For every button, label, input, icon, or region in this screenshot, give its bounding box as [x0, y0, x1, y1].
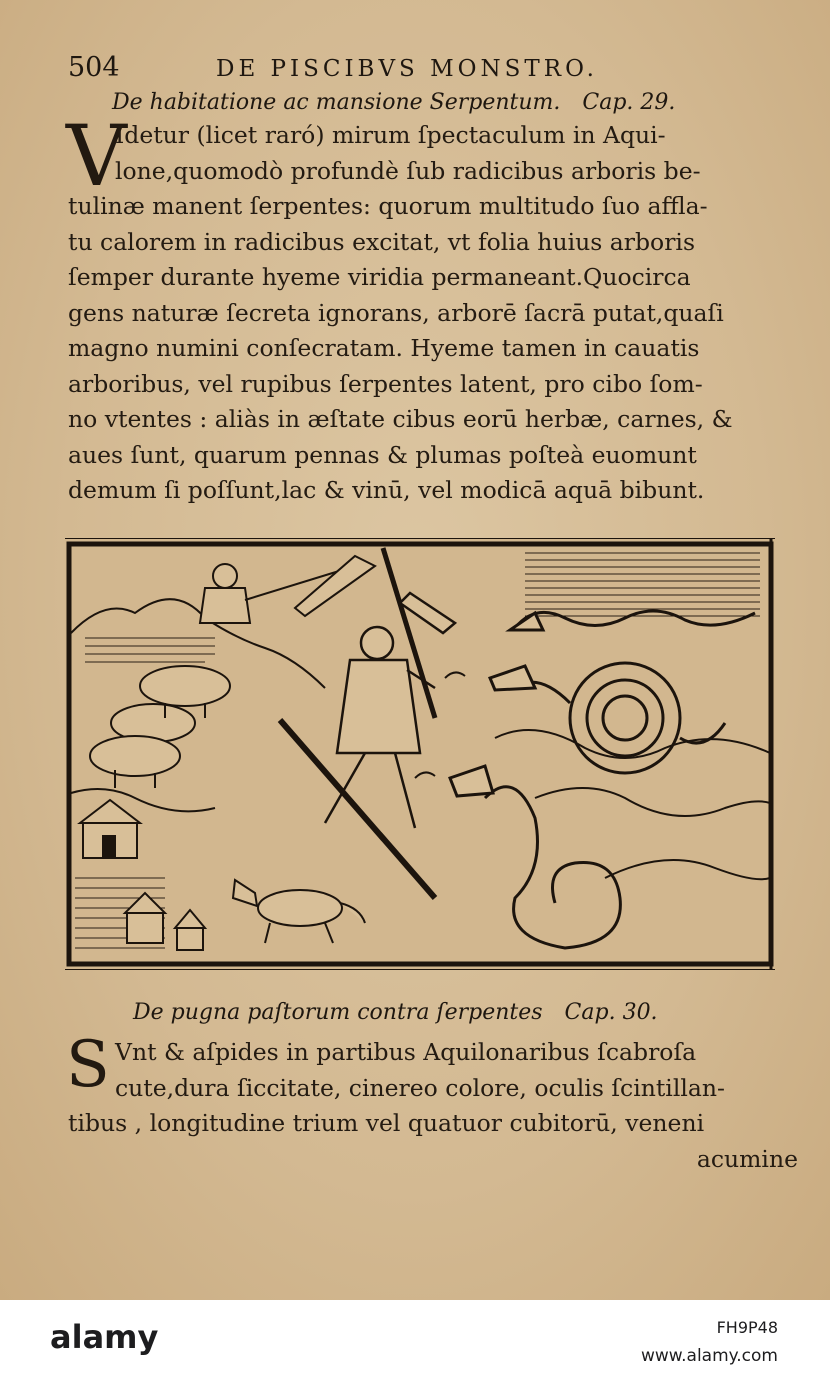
stock-image-id: FH9P48 — [716, 1318, 778, 1337]
text-line: gens naturæ ſecreta ignorans, arborē ſacrā putat,quaſi — [68, 298, 724, 327]
text-line: aues ſunt, quarum pennas & plumas poſteà euomunt — [68, 440, 697, 469]
text-line: Vnt & aſpides in partibus Aquilonaribus ſcabroſa — [115, 1038, 697, 1066]
chapter-29-title: De habitatione ac mansione Serpentum. — [112, 90, 561, 115]
text-line: no vtentes : aliàs in æſtate cibus eorū herbæ, carnes, & — [68, 405, 733, 433]
chapter-30-body — [66, 1028, 798, 1177]
text-line: tulinæ manent ſerpentes: quorum multitudo ſuo affla- — [68, 192, 708, 220]
chapter-30-number: Cap. 30. — [564, 1000, 658, 1025]
woodcut-illustration — [65, 538, 775, 970]
folio-number: 504 — [68, 52, 120, 83]
stock-site-url: www.alamy.com — [640, 1346, 778, 1366]
text-line: cute,dura ſiccitate, cinereo colore, oculis ſcintillan- — [115, 1073, 725, 1102]
chapter-30-title: De pugna paſtorum contra ſerpentes — [133, 1000, 543, 1025]
running-title: DE PISCIBVS MONSTRO. — [216, 56, 598, 82]
text-line: arboribus, vel rupibus ſerpentes latent, pro cibo ſom- — [68, 369, 703, 398]
text-line: Idetur (licet raró) mirum ſpectaculum in Aqui- — [115, 121, 666, 149]
text-line: ſemper durante hyeme viridia permaneant.Quocirca — [68, 263, 691, 291]
text-line: lone,quomodò profundè ſub radicibus arboris be- — [115, 156, 701, 185]
drop-capital-v: V — [66, 107, 127, 205]
chapter-29-body — [68, 118, 798, 509]
text-line: tu calorem in radicibus excitat, vt folia huius arboris — [68, 227, 696, 256]
page-header — [68, 52, 668, 88]
text-line: magno numini conſecratam. Hyeme tamen in cauatis — [68, 334, 700, 362]
woodcut-svg — [65, 538, 775, 970]
text-line: tibus , longitudine trium vel quatuor cubitorū, veneni — [68, 1109, 705, 1137]
drop-capital-s: S — [66, 1028, 110, 1102]
chapter-29-heading — [112, 90, 675, 115]
text-line: demum ſi poſſunt,lac & vinū, vel modicā aquā bibunt. — [68, 476, 705, 504]
chapter-30-heading — [133, 1000, 658, 1025]
catchword: acumine — [696, 1144, 798, 1173]
alamy-logo: alamy — [50, 1318, 159, 1356]
chapter-29-number: Cap. 29. — [582, 90, 676, 115]
